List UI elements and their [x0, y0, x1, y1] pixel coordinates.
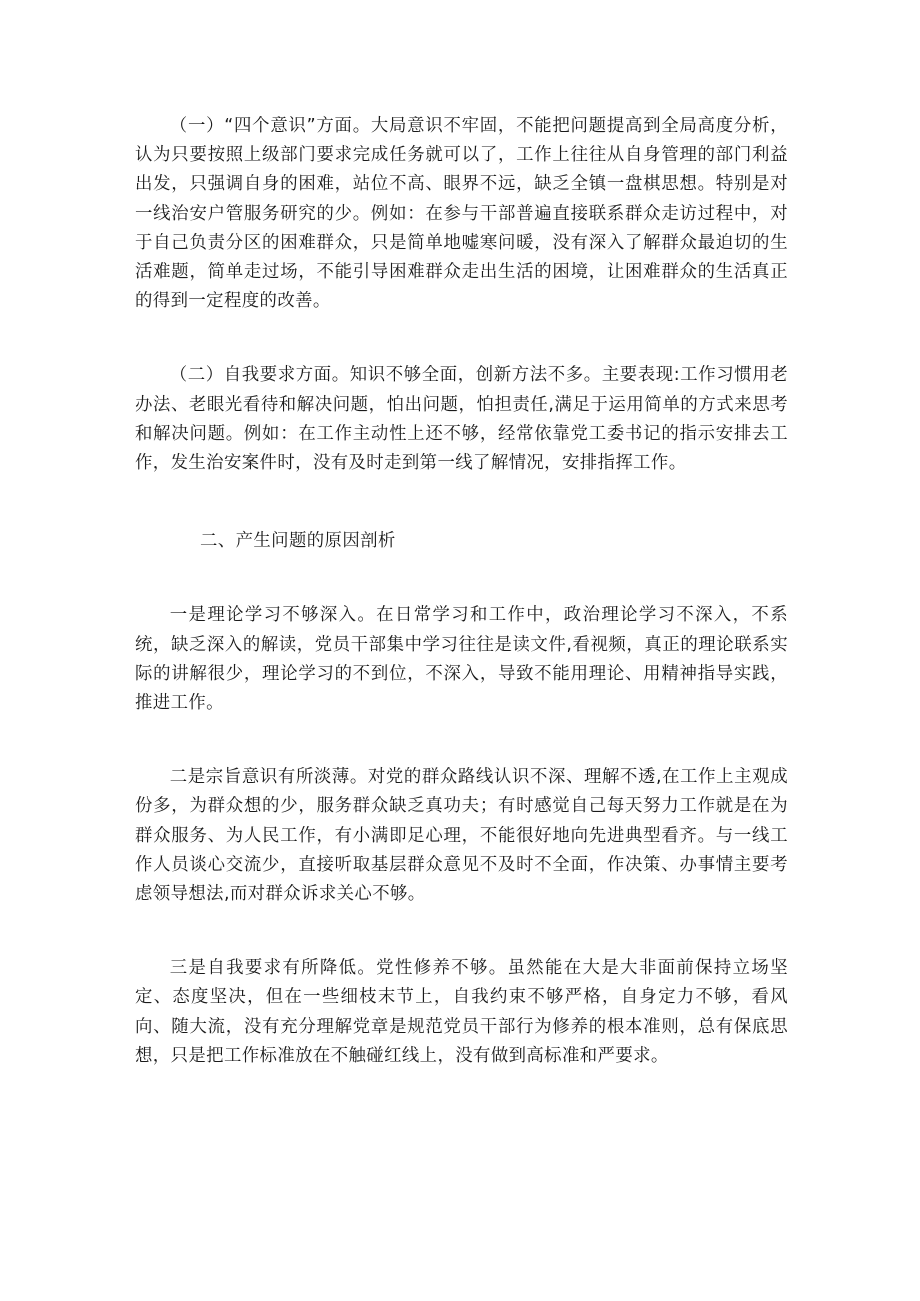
section-heading: 二、产生问题的原因剖析: [200, 531, 396, 552]
paragraph-self-requirement: （二）自我要求方面。知识不够全面，创新方法不多。主要表现:工作习惯用老办法、老眼光看待和解决问题，怕出问题，怕担责任,满足于运用简单的方式来思考和解决问题。例如：在工作主动性上还不够，经常依靠党工委书记的指示安排去工作，发生治安案件时，没有及时走到第一线了解情况，安排指挥工作。: [135, 365, 788, 474]
paragraph-cause-theory-study: 一是理论学习不够深入。在日常学习和工作中，政治理论学习不深入，不系统，缺乏深入的解读，党员干部集中学习往往是读文件,看视频，真正的理论联系实际的讲解很少，理论学习的不到位，不深入，导致不能用理论、用精神指导实践，推进工作。: [135, 605, 788, 714]
paragraph-cause-self-discipline: 三是自我要求有所降低。党性修养不够。虽然能在大是大非面前保持立场坚定、态度坚决，但在一些细枝末节上，自我约束不够严格，自身定力不够，看风向、随大流，没有充分理解党章是规范党员干部行为修养的根本准则，总有保底思想，只是把工作标准放在不触碰红线上，没有做到高标准和严要求。: [135, 958, 788, 1066]
paragraph-cause-purpose-awareness: 二是宗旨意识有所淡薄。对党的群众路线认识不深、理解不透,在工作上主观成份多，为群众想的少，服务群众缺乏真功夫；有时感觉自己每天努力工作就是在为群众服务、为人民工作，有小满即足心理，不能很好地向先进典型看齐。与一线工作人员谈心交流少，直接听取基层群众意见不及时不全面，作决策、办事情主要考虑领导想法,而对群众诉求关心不够。: [135, 767, 788, 905]
paragraph-four-consciousness: （一）“四个意识”方面。大局意识不牢固，不能把问题提高到全局高度分析，认为只要按照上级部门要求完成任务就可以了，工作上往往从自身管理的部门利益出发，只强调自身的困难，站位不高、眼界不远，缺乏全镇一盘棋思想。特别是对一线治安户管服务研究的少。例如：在参与干部普遍直接联系群众走访过程中，对于自己负责分区的困难群众，只是简单地嘘寒问暖，没有深入了解群众最迫切的生活难题，简单走过场，不能引导困难群众走出生活的困境，让困难群众的生活真正的得到一定程度的改善。: [135, 116, 788, 312]
